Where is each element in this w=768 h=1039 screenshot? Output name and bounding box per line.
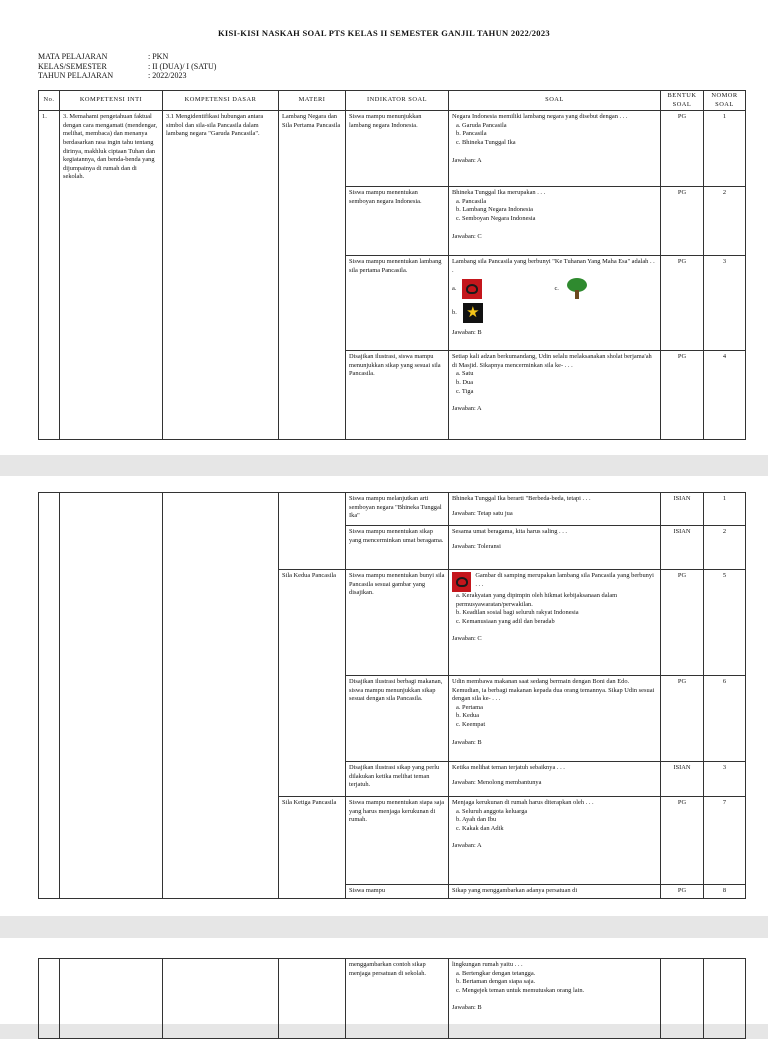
option-c: c. Bhineka Tunggal Ika	[456, 138, 516, 146]
option-c: c. Keempat	[456, 720, 486, 728]
option-b: b. Keadilan sosial bagi seluruh rakyat Indonesia	[456, 609, 579, 617]
nomor-soal	[704, 959, 746, 1039]
soal	[449, 187, 661, 256]
meta-value: : II (DUA)/ I (SATU)	[148, 61, 217, 71]
option-c-label: c.	[554, 285, 559, 293]
kepala-banteng-icon	[452, 572, 471, 592]
bentuk-soal: PG	[661, 885, 704, 899]
kompetensi-inti	[60, 493, 163, 899]
kisi-kisi-table	[38, 90, 746, 440]
header-soal: SOAL	[449, 91, 661, 111]
bentuk-soal: ISIAN	[661, 762, 704, 797]
option-b: b. Pancasila	[456, 130, 487, 138]
materi: Sila Kedua Pancasila	[279, 570, 346, 797]
question-text: Sikap yang menggambarkan adanya persatuan di	[452, 887, 578, 894]
nomor-soal: 3	[704, 256, 746, 351]
row-number	[39, 493, 60, 899]
soal	[449, 256, 661, 351]
kompetensi-dasar	[163, 493, 279, 899]
option-c: c. Semboyan Negara Indonesia	[456, 214, 536, 222]
soal	[449, 885, 661, 899]
bentuk-soal: ISIAN	[661, 526, 704, 570]
bentuk-soal: PG	[661, 570, 704, 676]
soal	[449, 351, 661, 440]
page-1	[0, 0, 768, 455]
option-b-label: b.	[452, 309, 457, 317]
option-c: c. Tiga	[456, 387, 474, 395]
indikator: Disajikan ilustrasi berbagi makanan, siswa mampu menunjukkan sikap sesuai dengan sila Pancasila.	[346, 676, 449, 762]
soal	[449, 959, 661, 1039]
option-b: b. Ayah dan Ibu	[456, 816, 497, 824]
option-b: b. Dua	[456, 378, 474, 386]
indikator: Siswa mampu menunjukkan lambang negara Indonesia.	[346, 111, 449, 187]
indikator: Disajikan ilustrasi sikap yang perlu dilakukan ketika melihat teman terjatuh.	[346, 762, 449, 797]
indikator: Siswa mampu melanjutkan arti semboyan negara "Bhineka Tunggal Ika"	[346, 493, 449, 526]
materi	[279, 959, 346, 1039]
option-a: a. Garuda Pancasila	[456, 121, 507, 129]
answer-key: Jawaban: C	[452, 232, 482, 240]
bentuk-soal: PG	[661, 187, 704, 256]
row-number: 1.	[39, 111, 60, 440]
row-number	[39, 959, 60, 1039]
soal	[449, 676, 661, 762]
option-a: a. Bertengkar dengan tetangga.	[456, 969, 536, 977]
question-text: Gambar di samping merupakan lambang sila Pancasila yang berbunyi . . .	[475, 572, 654, 588]
bentuk-soal: ISIAN	[661, 493, 704, 526]
option-a: a. Pertama	[456, 703, 483, 711]
soal	[449, 111, 661, 187]
document-meta	[38, 52, 216, 81]
meta-value: : 2022/2023	[148, 71, 187, 80]
question-text: Setiap kali adzan berkumandang, Udin selalu melaksanakan sholat berjama'ah di Masjid. Sikapnya mencerminkan sila ke- . . .	[452, 353, 652, 369]
meta-label: KELAS/SEMESTER	[38, 61, 107, 71]
nomor-soal: 4	[704, 351, 746, 440]
bintang-icon: ★	[463, 303, 483, 323]
table-header-row	[39, 91, 746, 111]
kompetensi-dasar: 3.1 Mengidentifikasi hubungan antara simbol dan sila-sila Pancasila dalam lambang negara "Garuda Pancasila".	[163, 111, 279, 440]
soal	[449, 570, 661, 676]
option-a: a. Pancasila	[456, 197, 487, 205]
meta-label: TAHUN PELAJARAN	[38, 71, 114, 80]
answer-key: Jawaban: Menolong membantunya	[452, 778, 542, 786]
question-text: Udin membawa makanan saat sedang bermain dengan Boni dan Edo. Kemudian, ia berbagi makanan kepada dua orang temannya. Sikap Udin sesuai dengan sila ke- . . .	[452, 678, 655, 703]
indikator: Siswa mampu menentukan siapa saja yang harus menjaga kerukunan di rumah.	[346, 797, 449, 885]
kompetensi-dasar	[163, 959, 279, 1039]
option-a-label: a.	[452, 285, 457, 293]
header-bentuk-soal: BENTUK SOAL	[661, 91, 704, 111]
question-text: Menjaga kerukunan di rumah harus diterapkan oleh . . .	[452, 799, 594, 806]
soal	[449, 493, 661, 526]
bentuk-soal	[661, 959, 704, 1039]
meta-label: MATA PELAJARAN	[38, 52, 108, 61]
header-no: No.	[39, 91, 60, 111]
nomor-soal: 6	[704, 676, 746, 762]
question-text: Ketika melihat teman terjatuh sebaiknya . . .	[452, 764, 565, 771]
kisi-kisi-table-continued	[38, 492, 746, 899]
bentuk-soal: PG	[661, 111, 704, 187]
soal	[449, 797, 661, 885]
answer-key: Jawaban: A	[452, 156, 482, 164]
page-2	[0, 476, 768, 916]
answer-key: Jawaban: A	[452, 405, 482, 413]
indikator: Siswa mampu menentukan sikap yang mencerminkan umat beragama.	[346, 526, 449, 570]
kepala-banteng-icon	[462, 279, 482, 299]
kompetensi-inti	[60, 959, 163, 1039]
materi: Sila Ketiga Pancasila	[279, 797, 346, 899]
option-c: c. Kakak dan Adik	[456, 824, 504, 832]
option-a: a. Seluruh anggota keluarga	[456, 807, 528, 815]
question-text: Bhineka Tunggal Ika berarti "Berbeda-beda, tetapi . . .	[452, 495, 591, 502]
nomor-soal: 7	[704, 797, 746, 885]
table-row	[39, 959, 746, 1039]
answer-key: Jawaban: B	[452, 738, 482, 746]
materi	[279, 493, 346, 570]
nomor-soal: 2	[704, 526, 746, 570]
option-c: c. Kemanusiaan yang adil dan beradab	[456, 617, 555, 625]
option-c: c. Mengejek teman untuk memutuskan orang lain.	[456, 986, 585, 994]
option-b: b. Lambang Negara Indonesia	[456, 206, 534, 214]
nomor-soal: 3	[704, 762, 746, 797]
bentuk-soal: PG	[661, 351, 704, 440]
header-kompetensi-dasar: KOMPETENSI DASAR	[163, 91, 279, 111]
indikator: Siswa mampu menentukan semboyan negara Indonesia.	[346, 187, 449, 256]
answer-key: Jawaban: A	[452, 842, 482, 850]
option-b: b. Kedua	[456, 712, 480, 720]
question-text: Negara Indonesia memiliki lambang negara yang disebut dengan . . .	[452, 113, 628, 121]
nomor-soal: 5	[704, 570, 746, 676]
bentuk-soal: PG	[661, 676, 704, 762]
table-row	[39, 493, 746, 526]
question-text: Bhineka Tunggal Ika merupakan . . .	[452, 189, 546, 197]
option-a: a. Kerakyatan yang dipimpin oleh hikmat kebijaksanaan dalam permusyawaratan/perwakilan.	[456, 592, 618, 608]
indikator: Siswa mampu menentukan bunyi sila Pancasila sesuai gambar yang disajikan.	[346, 570, 449, 676]
option-a: a. Satu	[456, 370, 474, 378]
kompetensi-inti: 3. Memahami pengetahuan faktual dengan cara mengamati (mendengar, melihat, membaca) dan menanya berdasarkan rasa ingin tahu tentang dirinya, makhluk ciptaan Tuhan dan kegiatannya, dan benda-benda yang dijumpainya di rumah dan di sekolah.	[60, 111, 163, 440]
question-text: Lambang sila Pancasila yang berbunyi "Ke Tuhanan Yang Maha Esa" adalah . . .	[452, 258, 655, 274]
nomor-soal: 1	[704, 111, 746, 187]
page-3	[0, 938, 768, 1024]
header-kompetensi-inti: KOMPETENSI INTI	[60, 91, 163, 111]
question-text: lingkungan rumah yaitu . . .	[452, 961, 523, 968]
soal	[449, 526, 661, 570]
header-indikator: INDIKATOR SOAL	[346, 91, 449, 111]
bentuk-soal: PG	[661, 797, 704, 885]
table-row	[39, 111, 746, 187]
answer-key: Jawaban: B	[452, 329, 482, 337]
answer-key: Jawaban: Tetap satu jua	[452, 509, 513, 517]
pohon-beringin-icon	[565, 278, 589, 300]
nomor-soal: 2	[704, 187, 746, 256]
indikator: Disajikan ilustrasi, siswa mampu menunjukkan sikap yang sesuai sila Pancasila.	[346, 351, 449, 440]
kisi-kisi-table-continued-2	[38, 958, 746, 1039]
bentuk-soal: PG	[661, 256, 704, 351]
answer-key: Jawaban: B	[452, 1004, 482, 1012]
nomor-soal: 1	[704, 493, 746, 526]
header-materi: MATERI	[279, 91, 346, 111]
materi: Lambang Negara dan Sila Pertama Pancasila	[279, 111, 346, 440]
indikator: menggambarkan contoh sikap menjaga persatuan di sekolah.	[346, 959, 449, 1039]
soal	[449, 762, 661, 797]
meta-value: : PKN	[148, 52, 169, 61]
indikator: Siswa mampu	[346, 885, 449, 899]
question-text: Sesama umat beragama, kita harus saling . . .	[452, 528, 567, 535]
nomor-soal: 8	[704, 885, 746, 899]
answer-key: Jawaban: Toleransi	[452, 542, 501, 550]
document-title: KISI-KISI NASKAH SOAL PTS KELAS II SEMESTER GANJIL TAHUN 2022/2023	[218, 28, 550, 38]
answer-key: Jawaban: C	[452, 635, 482, 643]
option-b: b. Bertaman dengan siapa saja.	[456, 978, 536, 986]
indikator: Siswa mampu menentukan lambang sila pertama Pancasila.	[346, 256, 449, 351]
header-nomor-soal: NOMOR SOAL	[704, 91, 746, 111]
